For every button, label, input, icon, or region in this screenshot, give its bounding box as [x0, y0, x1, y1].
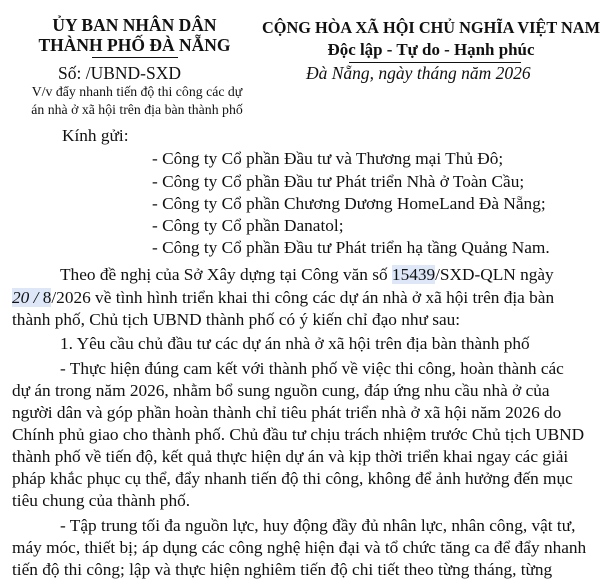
- paragraph-line: pháp khắc phục cụ thể, đẩy nhanh tiến độ thi công, không để ảnh hưởng đến mục: [12, 469, 573, 488]
- paragraph-line: - Thực hiện đúng cam kết với thành phố về việc thi công, hoàn thành các: [60, 359, 564, 378]
- section-heading: 1. Yêu cầu chủ đầu tư các dự án nhà ở xã hội trên địa bàn thành phố: [60, 334, 530, 353]
- intro-text: /SXD-QLN ngày: [435, 265, 554, 284]
- org-name-line1: ỦY BAN NHÂN DÂN: [52, 15, 217, 35]
- reference-number: 15439: [391, 265, 436, 284]
- date-day: 20: [12, 288, 30, 307]
- org-underline: [92, 57, 178, 58]
- paragraph-line: - Tập trung tối đa nguồn lực, huy động đầy đủ nhân lực, nhân công, vật tư,: [60, 516, 576, 535]
- intro-text: Theo đề nghị của Sở Xây dựng tại Công văn số: [60, 265, 392, 284]
- intro-line1: [60, 264, 554, 286]
- date-month: 8: [42, 288, 52, 307]
- recipient-item: - Công ty Cổ phần Đầu tư Phát triển hạ tầng Quảng Nam.: [152, 238, 550, 257]
- subject-line1: V/v đẩy nhanh tiến độ thi công các dự: [31, 84, 243, 99]
- paragraph-line: máy móc, thiết bị; áp dụng các công nghệ hiện đại và tổ chức tăng ca để đẩy nhanh: [12, 538, 587, 557]
- intro-line3: thành phố, Chủ tịch UBND thành phố có ý kiến chỉ đạo như sau:: [12, 310, 461, 329]
- recipient-item: - Công ty Cổ phần Đầu tư và Thương mại Thủ Đô;: [152, 149, 504, 168]
- recipient-item: - Công ty Cổ phần Đầu tư Phát triển Nhà ở Toàn Cầu;: [152, 172, 525, 191]
- date-line: Đà Nẵng, ngày tháng năm 2026: [306, 63, 531, 83]
- subject-line2: án nhà ở xã hội trên địa bàn thành phố: [31, 102, 243, 117]
- paragraph-line: tiêu chung của thành phố.: [12, 491, 191, 510]
- paragraph-line: Chính phủ giao cho thành phố. Chủ đầu tư chịu trách nhiệm trước Chủ tịch UBND: [12, 425, 585, 444]
- greeting-label: Kính gửi:: [62, 126, 129, 145]
- org-name-line2: THÀNH PHỐ ĐÀ NẴNG: [38, 35, 231, 55]
- paragraph-line: thành phố về tiến độ, kết quả thực hiện dự án và kịp thời triển khai ngay các giải: [12, 447, 569, 466]
- paragraph-line: tiến độ thi công; lập và thực hiện nghiêm tiến độ chi tiết theo từng tháng, từng: [12, 560, 553, 579]
- intro-text: /2026 về tình hình triển khai thi công các dự án nhà ở xã hội trên địa bàn: [51, 288, 555, 307]
- recipient-item: - Công ty Cổ phần Danatol;: [152, 216, 344, 235]
- document-number: Số: /UBND-SXD: [58, 63, 182, 83]
- paragraph-line: dự án trong năm 2026, nhằm bổ sung nguồn cung, đáp ứng nhu cầu nhà ở của: [12, 381, 550, 400]
- national-title: CỘNG HÒA XÃ HỘI CHỦ NGHĨA VIỆT NAM: [262, 18, 600, 37]
- date-separator: /: [29, 288, 43, 307]
- paragraph-line: người dân và góp phần hoàn thành chỉ tiêu phát triển nhà ở xã hội năm 2026 do: [12, 403, 562, 422]
- recipient-item: - Công ty Cổ phần Chương Dương HomeLand Đà Nẵng;: [152, 194, 546, 213]
- intro-line2: [12, 287, 554, 309]
- national-motto: Độc lập - Tự do - Hạnh phúc: [327, 40, 535, 59]
